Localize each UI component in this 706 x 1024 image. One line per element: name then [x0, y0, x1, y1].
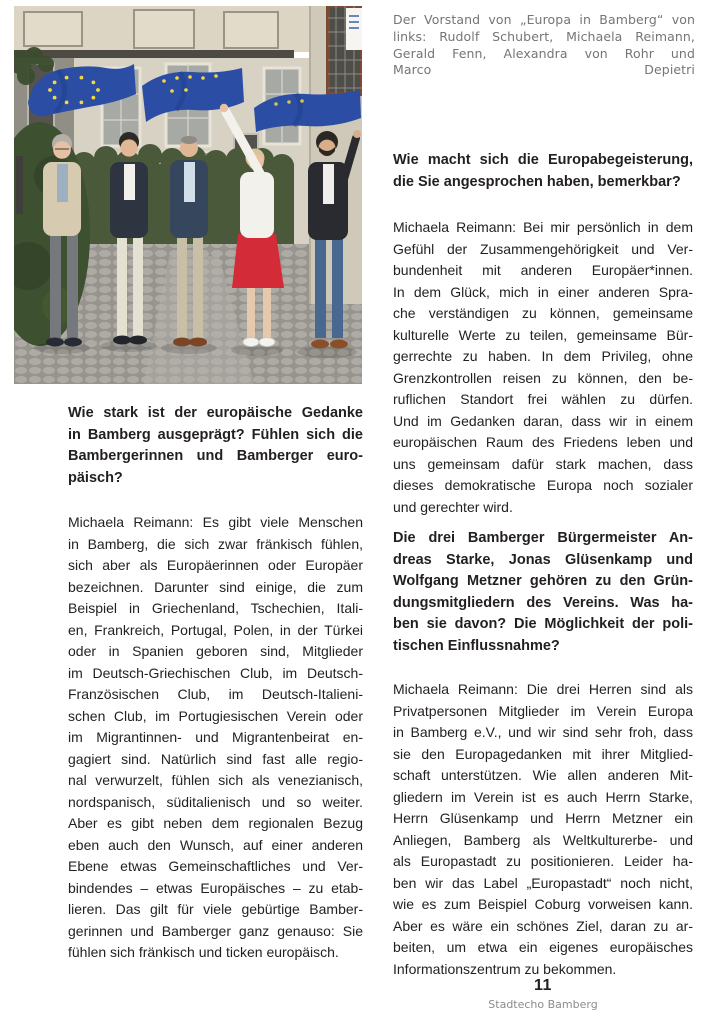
bollard [16, 156, 23, 214]
board-photo [14, 6, 362, 384]
interview-question-2: Wie macht sich die Europabegeisterung, die Sie angesprochen haben, bemerkbar? [393, 152, 693, 190]
photo-illustration [14, 6, 362, 384]
interview-question-3: Die drei Bamberger Bürgermeister An- dreas Starke, Jonas Glüsenkamp und Wolfgang Metzner gehören zu den Grün- dungsmitgliedern des Vereins. Was ha- ben sie davon? Die Möglichkeit der poli- tischen Einflussnahme? [393, 530, 693, 654]
interview-answer-2: Michaela Reimann: Bei mir persönlich in dem Gefühl der Zusammengehörigkeit und Ver- bundenheit mit anderen Europäer*innen. In dem Glück, mich in einer anderen Spra- che verständigen zu können, gemeinsame kulturelle Werte zu teilen, gemeinsame Bür- gerrechte zu haben. In dem Privileg, ohne Grenzkontrollen reisen zu können, den be- ruflichen Standort frei wählen zu dürfen. Und im Gedanken daran, dass wir in einem europäischen Raum des Friedens leben und uns gemeinsam dafür stark machen, dass dieses demokratische Europa noch sozialer und gerechter wird. [393, 219, 693, 515]
interview-answer-3: Michaela Reimann: Die drei Herren sind als Privatpersonen Mitglieder im Verein Europa in Bamberg e.V., und wir sind sehr froh, dass sie den Europagedanken mit ihrer Mitglied- schaft unterstützen. Wie allen anderen Mit- gliedern im Verein ist es auch Herrn Starke, Herrn Glüsenkamp und Herrn Metzner ein Anliegen, Bamberg als Weltkulturerbe- und als Europastadt zu positionieren. Leider ha- ben wir das Label „Europastadt“ noch nicht, wie es zum Beispiel Coburg vorweisen kann. Aber es wäre ein schönes Ziel, daran zu ar- beiten, um etwa ein eigenes europäisches Informationszentrum zu bekommen. [393, 681, 693, 977]
interview-answer-1: Michaela Reimann: Es gibt viele Menschen in Bamberg, die sich zwar fränkisch fühlen, sich aber als Europäerinnen oder Europäer bezeichnen. Darunter sind einige, die zum Beispiel in Griechenland, Tschechien, Itali- en, Frankreich, Portugal, Polen, in der Türkei oder in Spanien geboren sind, Mitglieder im Deutsch-Griechischen Club, im Deutsch- Französischen Club, im Deutsch-Italieni- schen Club, im Portugiesischen Verein oder im Migrantinnen- und Migrantenbeirat en- gagiert sind. Natürlich sind fast alle regio- nal verwurzelt, fühlen sich als venezianisch, nordspanisch, süditalienisch und so weiter. Aber es gibt neben dem regionalen Bezug eben auch den Wunsch, auf einer anderen Ebene etwas Gemeinschaftliches und Ver- bindendes – etwas Europäisches – zu etab- lieren. Das gilt für viele gebürtige Bamber- gerinnen und Bamberger ganz genauso: Sie fühlen sich fränkisch und ticken europäisch. [68, 514, 363, 960]
wall-sign [346, 8, 362, 50]
photo-caption: Der Vorstand von „Europa in Bamberg“ von links: Rudolf Schubert, Michaela Reimann, Gerald Fenn, Alexandra von Rohr und Marco Depietri [393, 12, 695, 78]
page-footer [393, 977, 693, 1011]
page-number: 11 [534, 977, 552, 994]
footer-brand: Stadtecho Bamberg [488, 998, 598, 1011]
building-beam [14, 50, 294, 59]
interview-question-1: Wie stark ist der europäische Gedanke in Bamberg ausgeprägt? Fühlen sich die Bambergerinnen und Bamberger euro- päisch? [68, 405, 363, 486]
column-left [68, 403, 363, 964]
column-right [393, 150, 693, 980]
